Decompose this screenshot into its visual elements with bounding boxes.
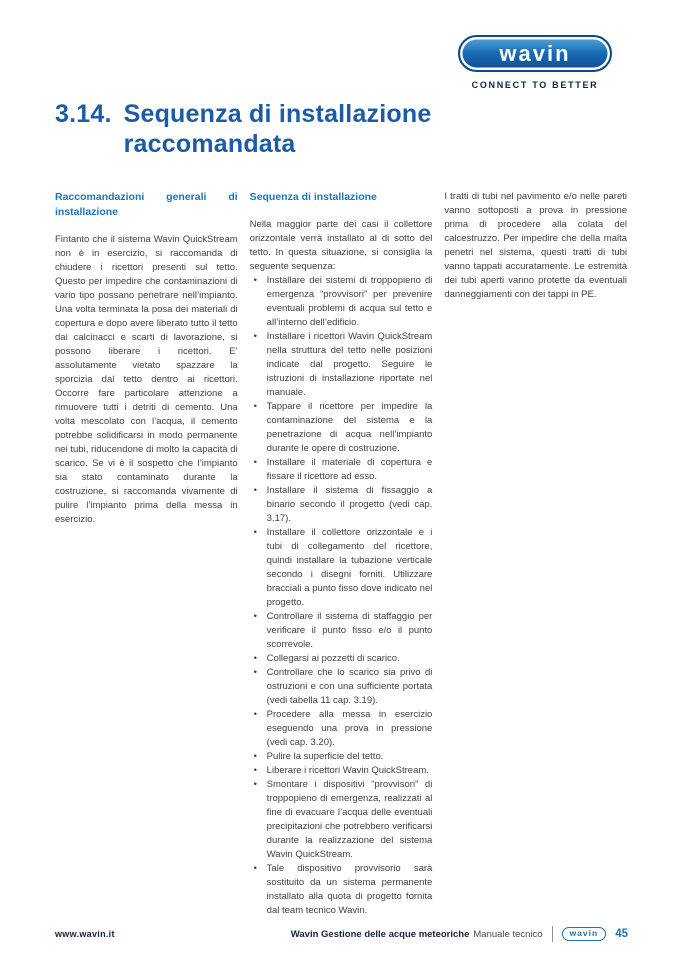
content-columns bbox=[55, 190, 627, 918]
column-general-recommendations bbox=[55, 190, 238, 918]
list-item: • Installare il sistema di fissaggio a binario secondo il progetto (vedi cap. 3.17). bbox=[250, 484, 433, 526]
wavin-logo-text: wavin bbox=[499, 40, 571, 66]
list-item: • Smontare i dispositivi “provvisori” di troppopieno di emergenza, realizzati al fine di evacuare l’acqua delle eventuali precipitazioni che potrebbero verificarsi durante la realizzazione del sistema Wavin QuickStream. bbox=[250, 778, 433, 862]
wavin-logo-small-icon: wavin bbox=[562, 927, 607, 941]
page-title bbox=[55, 99, 431, 159]
list-item: • Installare dei sistemi di troppopieno di emergenza “provvisori” per prevenire eventuali problemi di acqua sul tetto e all’interno dell’edificio. bbox=[250, 274, 433, 330]
section-title-line1: Sequenza di installazione bbox=[123, 100, 432, 128]
list-item: • Collegarsi ai pozzetti di scarico. bbox=[250, 652, 433, 666]
section-title-line2: raccomandata bbox=[123, 130, 296, 158]
brand-tagline: CONNECT TO BETTER bbox=[471, 80, 599, 90]
wavin-logo-icon bbox=[458, 35, 612, 72]
sequence-bullet-list bbox=[250, 274, 433, 918]
column-heading-sequence: Sequenza di installazione bbox=[249, 191, 377, 203]
list-item: • Tappare il ricettore per impedire la contaminazione del sistema e la penetrazione di acqua nell’impianto durante le opere di costruzione. bbox=[250, 400, 433, 456]
footer-doc-title: Wavin Gestione delle acque meteoriche bbox=[290, 928, 470, 940]
list-item: • Installare il collettore orizzontale e i tubi di collegamento del ricettore, quindi installare la tubazione verticale secondo i disegni forniti. Utilizzare bracciali a punto fisso dove indicato nel progetto. bbox=[250, 526, 433, 610]
footer-divider bbox=[552, 926, 553, 942]
list-item: • Installare i ricettori Wavin QuickStream nella struttura del tetto nelle posizioni indicate dal progetto. Seguire le istruzioni di installazione riportate nel manuale. bbox=[250, 330, 433, 400]
section-number: 3.14. bbox=[55, 100, 112, 128]
list-item: • Controllare il sistema di staffaggio per verificare il punto fisso e/o il punto scorrevole. bbox=[250, 610, 433, 652]
column-installation-sequence bbox=[250, 190, 433, 918]
footer-doc-subtitle: Manuale tecnico bbox=[473, 928, 543, 940]
recommendations-paragraph: Fintanto che il sistema Wavin QuickStream non è in esercizio, si raccomanda di chiudere i ricettori presenti sul tetto. Questo per impedire che contaminazioni di vario tipo possano penetrare nell’impianto. Una volta terminata la posa dei materiali di copertura e dopo avere liberato tutto il tetto dai calcinacci e scarti di lavorazione, si possono liberare i ricettori. E’ assolutamente vietato spazzare la sporcizia dal tetto dentro ai ricettori. Occorre fare particolare attenzione a rimuovere tutti i detriti di cemento. Una volta mescolato con l’acqua, il cemento potrebbe solidificarsi in modo permanente nei tubi, riducendone di molto la capacità di scarico. Se vi è il sospetto che l’impianto sia stato contaminato durante la costruzione, si raccomanda vivamente di pulire l’impianto prima della messa in esercizio. bbox=[55, 234, 238, 525]
footer-right-group bbox=[291, 926, 628, 942]
sequence-intro-paragraph: Nella maggior parte dei casi il collettore orizzontale verrà installato al di sotto del tetto. In questa situazione, si consiglia la seguente sequenza: bbox=[249, 219, 433, 272]
list-item: • Controllare che lo scarico sia privo di ostruzioni e con una sufficiente portata (vedi tabella 11 cap. 3.19). bbox=[250, 666, 433, 708]
brand-block bbox=[458, 35, 612, 90]
column-heading-recommendations: Raccomandazioni generali di installazione bbox=[55, 191, 238, 218]
list-item: • Installare il materiale di copertura e fissare il ricettore ad esso. bbox=[250, 456, 433, 484]
page-number: 45 bbox=[615, 928, 628, 940]
list-item: • Pulire la superficie del tetto. bbox=[250, 750, 433, 764]
list-item: • Procedere alla messa in esercizio eseguendo una prova in pressione (vedi cap. 3.20). bbox=[250, 708, 433, 750]
page-footer bbox=[55, 924, 628, 944]
column-pressure-test bbox=[444, 190, 627, 918]
list-item: • Liberare i ricettori Wavin QuickStream. bbox=[250, 764, 433, 778]
website-link[interactable]: www.wavin.it bbox=[55, 929, 115, 939]
list-item: • Tale dispositivo provvisorio sarà sostituito da un sistema permanente installato alla quota di progetto fornita dal team tecnico Wavin. bbox=[250, 862, 433, 918]
pressure-test-paragraph: I tratti di tubi nel pavimento e/o nelle pareti vanno sottoposti a prova in pressione prima di procedere alla colata del calcestruzzo. Per impedire che della malta penetri nel sistema, questi tratti di tubi vanno tappati accuratamente. Le estremità dei tubi aperti vanno protette da eventuali danneggiamenti con dei tappi in PE. bbox=[444, 191, 628, 300]
section-title bbox=[124, 99, 432, 159]
